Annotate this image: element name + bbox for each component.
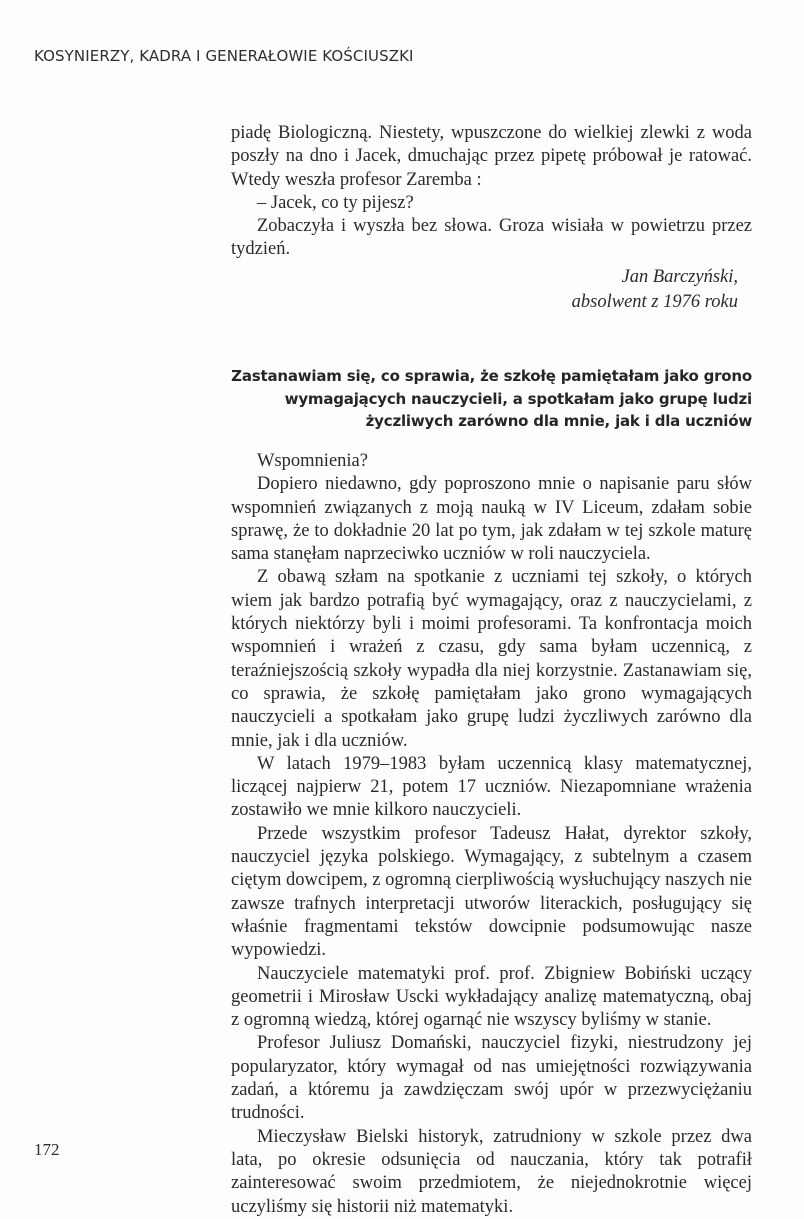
page-number: 172	[34, 1140, 60, 1159]
paragraph: Wspomnienia?	[257, 451, 368, 471]
paragraph: Mieczysław Bielski historyk, zatrudniony w szkole przez dwa lata, po okresie odsunięcia od nauczania, który tak potrafił zainteresować swoim przedmiotem, że niejednokrotnie więcej uczyliśmy się historii niż matematyki.	[231, 1126, 752, 1217]
paragraph: Przede wszystkim profesor Tadeusz Hałat, dyrektor szkoły, nauczyciel języka polskiego. Wymagający, z subtelnym a czasem ciętym dowcipem, z ogromną cierpliwością wysłuchujący naszych nie zawsze trafnych interpretacji utworów literackich, posługujący się właśnie fragmentami tekstów dowcipnie podsumowując nasze wypowiedzi.	[231, 823, 752, 961]
intro-text-block	[231, 122, 752, 262]
section-heading-line: życzliwych zarówno dla mnie, jak i dla uczniów	[365, 412, 752, 430]
section-heading	[231, 365, 752, 433]
signature	[231, 265, 738, 315]
paragraph: Nauczyciele matematyki prof. prof. Zbigniew Bobiński uczący geometrii i Mirosław Uscki wykładający analizę matematyczną, obaj z ogromną wiedzą, której ogarnąć nie wszyscy byliśmy w stanie.	[231, 963, 752, 1031]
dialogue-line: – Jacek, co ty pijesz?	[257, 192, 414, 213]
paragraph: piadę Biologiczną. Niestety, wpuszczone do wielkiej zlewki z woda poszły na dno i Jacek, dmuchając przez pipetę próbował je ratować. Wtedy weszła profesor Zaremba :	[231, 123, 752, 190]
paragraph: Dopiero niedawno, gdy poproszono mnie o napisanie paru słów wspomnień związanych z moją nauką w IV Liceum, zdałam sobie sprawę, że to dokładnie 20 lat po tym, jak zdałam w tej szkole maturę sama stanęłam naprzeciwko uczniów w roli nauczyciela.	[231, 474, 752, 565]
signature-role: absolwent z 1976 roku	[571, 292, 738, 312]
section-heading-line: Zastanawiam się, co sprawia, że szkołę pamiętałam jako grono	[231, 367, 752, 385]
paragraph: Zobaczyła i wyszła bez słowa. Groza wisiała w powietrzu przez tydzień.	[231, 216, 752, 260]
paragraph: W latach 1979–1983 byłam uczennicą klasy matematycznej, liczącej najpierw 21, potem 17 uczniów. Niezapomniane wrażenia zostawiło we mnie kilkoro nauczycieli.	[231, 753, 752, 821]
section-heading-line: wymagających nauczycieli, a spotkałam jako grupę ludzi	[284, 389, 752, 408]
body-text-block	[231, 450, 752, 1219]
paragraph: Z obawą szłam na spotkanie z uczniami tej szkoły, o których wiem jak bardzo potrafią być wymagający, oraz z nauczycielami, z których niektórzy byli i moimi profesorami. Ta konfrontacja moich wspomnień i wrażeń z czasu, gdy sama byłam uczennicą, z teraźniejszością szkoły wypadła dla niej korzystnie. Zastanawiam się, co sprawia, że szkołę pamiętałam jako grono wymagających nauczycieli a spotkałam jako grupę ludzi życzliwych zarówno dla mnie, jak i dla uczniów.	[231, 567, 752, 751]
paragraph: Profesor Juliusz Domański, nauczyciel fizyki, niestrudzony jej popularyzator, który wymagał od nas umiejętności rozwiązywania zadań, a któremu ja zawdzięczam swój upór w przezwyciężaniu trudności.	[231, 1033, 752, 1124]
running-header: KOSYNIERZY, KADRA I GENERAŁOWIE KOŚCIUSZKI	[34, 47, 414, 65]
signature-name: Jan Barczyński,	[621, 267, 738, 287]
